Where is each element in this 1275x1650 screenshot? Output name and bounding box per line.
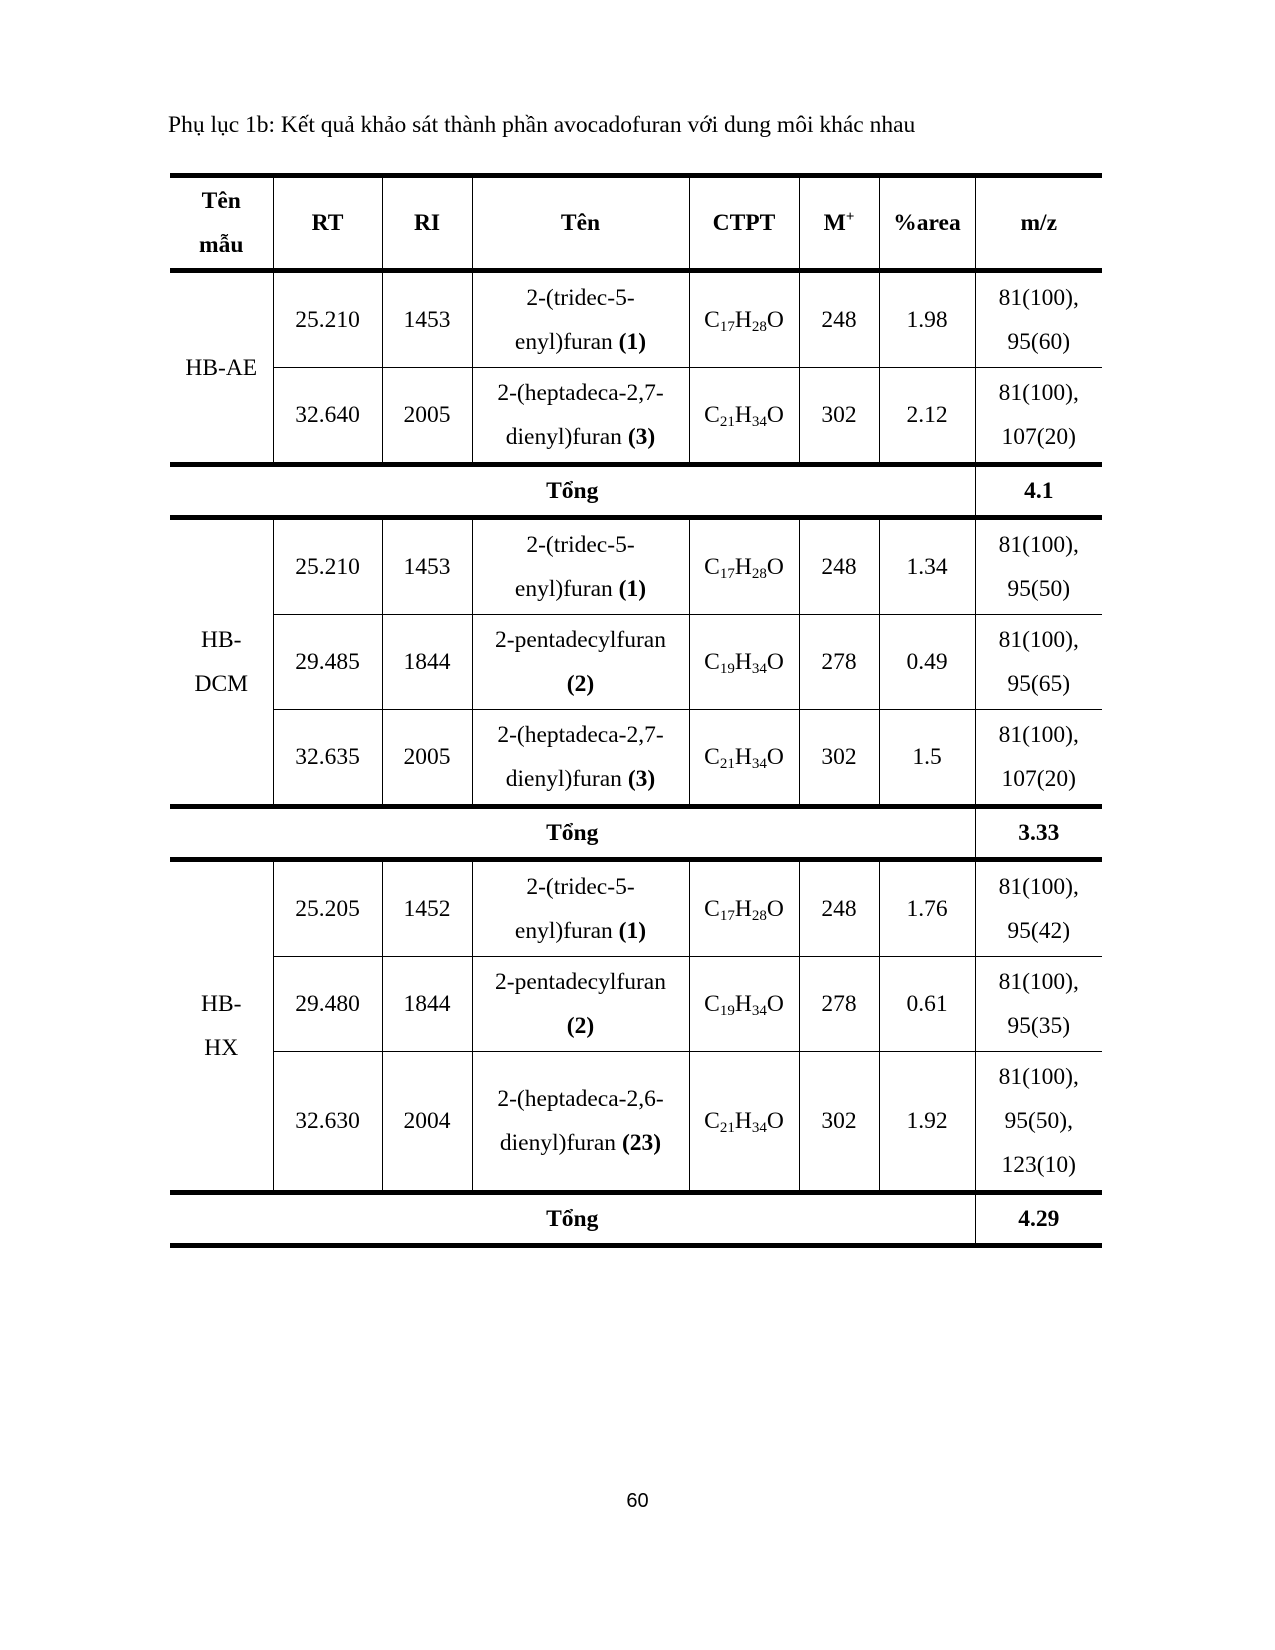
formula-cell bbox=[689, 368, 799, 465]
header-m-sup: + bbox=[845, 209, 855, 226]
ri-cell: 2004 bbox=[382, 1052, 472, 1193]
formula-c-count: 17 bbox=[719, 319, 735, 335]
ri-cell: 1844 bbox=[382, 615, 472, 710]
sample-name-cell bbox=[170, 860, 273, 1193]
molecular-ion-cell: 278 bbox=[799, 957, 879, 1052]
molecular-ion-cell: 278 bbox=[799, 615, 879, 710]
formula-c-count: 21 bbox=[719, 756, 735, 772]
mz-cell bbox=[975, 271, 1102, 368]
formula-h-count: 28 bbox=[751, 566, 767, 582]
formula-cell bbox=[689, 860, 799, 957]
sample-name-part1: HB- bbox=[201, 627, 242, 653]
mz-cell bbox=[975, 1052, 1102, 1193]
compound-name-cell bbox=[472, 518, 689, 615]
mz-cell bbox=[975, 368, 1102, 465]
table-row bbox=[170, 710, 1102, 807]
sample-name-part1: HB- bbox=[201, 991, 242, 1017]
molecular-ion-cell: 302 bbox=[799, 1052, 879, 1193]
formula-c-count: 19 bbox=[719, 661, 735, 677]
formula-c: C bbox=[704, 554, 720, 580]
mz-cell bbox=[975, 518, 1102, 615]
compound-name: 2-(heptadeca-2,7-dienyl)furan bbox=[497, 380, 664, 450]
rt-cell: 32.635 bbox=[273, 710, 382, 807]
formula-h: H bbox=[734, 1108, 752, 1134]
formula-c-count: 21 bbox=[719, 414, 735, 430]
formula-o: O bbox=[766, 991, 784, 1017]
total-row bbox=[170, 465, 1102, 518]
header-ri: RI bbox=[382, 176, 472, 271]
area-cell: 1.92 bbox=[879, 1052, 975, 1193]
mz-value: 95(42) bbox=[1007, 918, 1071, 944]
compound-name: 2-(tridec-5-enyl)furan bbox=[514, 874, 635, 944]
ri-cell: 1452 bbox=[382, 860, 472, 957]
mz-value: 81(100), bbox=[998, 1064, 1079, 1090]
header-area: %area bbox=[879, 176, 975, 271]
ri-cell: 1453 bbox=[382, 518, 472, 615]
formula-c-count: 17 bbox=[719, 908, 735, 924]
compound-name: 2-pentadecylfuran bbox=[495, 627, 666, 653]
compound-name-cell bbox=[472, 710, 689, 807]
formula-h: H bbox=[734, 402, 752, 428]
table-row bbox=[170, 271, 1102, 368]
formula-h: H bbox=[734, 554, 752, 580]
compound-number: (3) bbox=[627, 766, 656, 792]
area-cell: 0.61 bbox=[879, 957, 975, 1052]
table-row bbox=[170, 1052, 1102, 1193]
compound-name: 2-(tridec-5-enyl)furan bbox=[514, 285, 635, 355]
formula-o: O bbox=[766, 554, 784, 580]
compound-number: (3) bbox=[627, 424, 656, 450]
ri-cell: 2005 bbox=[382, 710, 472, 807]
table-row bbox=[170, 957, 1102, 1052]
compound-name: 2-pentadecylfuran bbox=[495, 969, 666, 995]
formula-h: H bbox=[734, 991, 752, 1017]
rt-cell: 25.210 bbox=[273, 271, 382, 368]
formula-h-count: 28 bbox=[751, 908, 767, 924]
mz-value: 95(60) bbox=[1007, 329, 1071, 355]
table-body bbox=[170, 271, 1102, 1246]
mz-value: 123(10) bbox=[1001, 1152, 1076, 1178]
area-cell: 1.76 bbox=[879, 860, 975, 957]
molecular-ion-cell: 248 bbox=[799, 518, 879, 615]
formula-h: H bbox=[734, 744, 752, 770]
header-sample-name bbox=[170, 176, 273, 271]
mz-value: 95(65) bbox=[1007, 671, 1071, 697]
formula-c: C bbox=[704, 1108, 720, 1134]
rt-cell: 25.205 bbox=[273, 860, 382, 957]
formula-o: O bbox=[766, 1108, 784, 1134]
area-cell: 1.5 bbox=[879, 710, 975, 807]
rt-cell: 29.485 bbox=[273, 615, 382, 710]
header-mz: m/z bbox=[975, 176, 1102, 271]
molecular-ion-cell: 248 bbox=[799, 860, 879, 957]
sample-name-cell bbox=[170, 518, 273, 807]
compound-name-cell bbox=[472, 1052, 689, 1193]
compound-number: (2) bbox=[566, 671, 595, 697]
table-caption: Phụ lục 1b: Kết quả khảo sát thành phần avocadofuran với dung môi khác nhau bbox=[168, 112, 916, 138]
formula-c-count: 19 bbox=[719, 1003, 735, 1019]
area-cell: 1.98 bbox=[879, 271, 975, 368]
formula-h: H bbox=[734, 307, 752, 333]
formula-o: O bbox=[766, 744, 784, 770]
mz-value: 107(20) bbox=[1001, 424, 1076, 450]
formula-c: C bbox=[704, 307, 720, 333]
compound-name-cell bbox=[472, 615, 689, 710]
avocadofuran-results-table bbox=[170, 173, 1102, 1248]
mz-value: 107(20) bbox=[1001, 766, 1076, 792]
total-row bbox=[170, 807, 1102, 860]
sample-name-cell: HB-AE bbox=[170, 271, 273, 465]
ri-cell: 1844 bbox=[382, 957, 472, 1052]
header-ctpt: CTPT bbox=[689, 176, 799, 271]
total-value: 4.29 bbox=[975, 1193, 1102, 1246]
mz-value: 81(100), bbox=[998, 969, 1079, 995]
formula-c: C bbox=[704, 649, 720, 675]
formula-cell bbox=[689, 518, 799, 615]
header-sample-name-line2: mẫu bbox=[199, 232, 244, 258]
ri-cell: 2005 bbox=[382, 368, 472, 465]
formula-h-count: 34 bbox=[751, 414, 767, 430]
compound-name-cell bbox=[472, 957, 689, 1052]
formula-h-count: 34 bbox=[751, 1003, 767, 1019]
table-row bbox=[170, 518, 1102, 615]
compound-number: (1) bbox=[618, 576, 647, 602]
total-value: 3.33 bbox=[975, 807, 1102, 860]
header-molecular-ion bbox=[799, 176, 879, 271]
total-label: Tổng bbox=[170, 1193, 975, 1246]
mz-value: 81(100), bbox=[998, 722, 1079, 748]
molecular-ion-cell: 302 bbox=[799, 368, 879, 465]
formula-c: C bbox=[704, 402, 720, 428]
formula-c-count: 17 bbox=[719, 566, 735, 582]
mz-value: 81(100), bbox=[998, 532, 1079, 558]
formula-c-count: 21 bbox=[719, 1120, 735, 1136]
area-cell: 0.49 bbox=[879, 615, 975, 710]
table-row bbox=[170, 368, 1102, 465]
total-label: Tổng bbox=[170, 465, 975, 518]
compound-name: 2-(tridec-5-enyl)furan bbox=[514, 532, 635, 602]
formula-h-count: 34 bbox=[751, 661, 767, 677]
compound-name-cell bbox=[472, 860, 689, 957]
table-row bbox=[170, 860, 1102, 957]
mz-value: 81(100), bbox=[998, 627, 1079, 653]
mz-value: 81(100), bbox=[998, 380, 1079, 406]
compound-number: (2) bbox=[566, 1013, 595, 1039]
area-cell: 1.34 bbox=[879, 518, 975, 615]
mz-value: 95(50) bbox=[1007, 576, 1071, 602]
compound-number: (1) bbox=[618, 329, 647, 355]
formula-h: H bbox=[734, 896, 752, 922]
formula-cell bbox=[689, 1052, 799, 1193]
molecular-ion-cell: 302 bbox=[799, 710, 879, 807]
total-row bbox=[170, 1193, 1102, 1246]
header-sample-name-line1: Tên bbox=[201, 188, 241, 214]
rt-cell: 25.210 bbox=[273, 518, 382, 615]
formula-cell bbox=[689, 710, 799, 807]
ri-cell: 1453 bbox=[382, 271, 472, 368]
rt-cell: 32.630 bbox=[273, 1052, 382, 1193]
formula-cell bbox=[689, 615, 799, 710]
total-value: 4.1 bbox=[975, 465, 1102, 518]
formula-o: O bbox=[766, 896, 784, 922]
formula-o: O bbox=[766, 402, 784, 428]
formula-cell bbox=[689, 271, 799, 368]
area-cell: 2.12 bbox=[879, 368, 975, 465]
compound-number: (1) bbox=[618, 918, 647, 944]
page-number: 60 bbox=[626, 1490, 649, 1512]
header-name: Tên bbox=[472, 176, 689, 271]
header-row bbox=[170, 176, 1102, 271]
mz-value: 95(35) bbox=[1007, 1013, 1071, 1039]
header-rt: RT bbox=[273, 176, 382, 271]
formula-c: C bbox=[704, 991, 720, 1017]
sample-name-part2: DCM bbox=[194, 671, 249, 697]
compound-name: 2-(heptadeca-2,7-dienyl)furan bbox=[497, 722, 664, 792]
compound-name: 2-(heptadeca-2,6-dienyl)furan bbox=[497, 1086, 664, 1156]
compound-name-cell bbox=[472, 368, 689, 465]
compound-name-cell bbox=[472, 271, 689, 368]
compound-number: (23) bbox=[621, 1130, 662, 1156]
molecular-ion-cell: 248 bbox=[799, 271, 879, 368]
formula-h-count: 34 bbox=[751, 1120, 767, 1136]
mz-value: 95(50), bbox=[1004, 1108, 1074, 1134]
mz-value: 81(100), bbox=[998, 285, 1079, 311]
mz-cell bbox=[975, 615, 1102, 710]
table-row bbox=[170, 615, 1102, 710]
formula-h-count: 28 bbox=[751, 319, 767, 335]
formula-c: C bbox=[704, 744, 720, 770]
formula-cell bbox=[689, 957, 799, 1052]
mz-value: 81(100), bbox=[998, 874, 1079, 900]
rt-cell: 32.640 bbox=[273, 368, 382, 465]
sample-name-part2: HX bbox=[204, 1035, 239, 1061]
mz-cell bbox=[975, 957, 1102, 1052]
formula-c: C bbox=[704, 896, 720, 922]
mz-cell bbox=[975, 710, 1102, 807]
total-label: Tổng bbox=[170, 807, 975, 860]
rt-cell: 29.480 bbox=[273, 957, 382, 1052]
mz-cell bbox=[975, 860, 1102, 957]
formula-o: O bbox=[766, 307, 784, 333]
formula-h-count: 34 bbox=[751, 756, 767, 772]
formula-o: O bbox=[766, 649, 784, 675]
header-m: M bbox=[823, 210, 846, 236]
formula-h: H bbox=[734, 649, 752, 675]
